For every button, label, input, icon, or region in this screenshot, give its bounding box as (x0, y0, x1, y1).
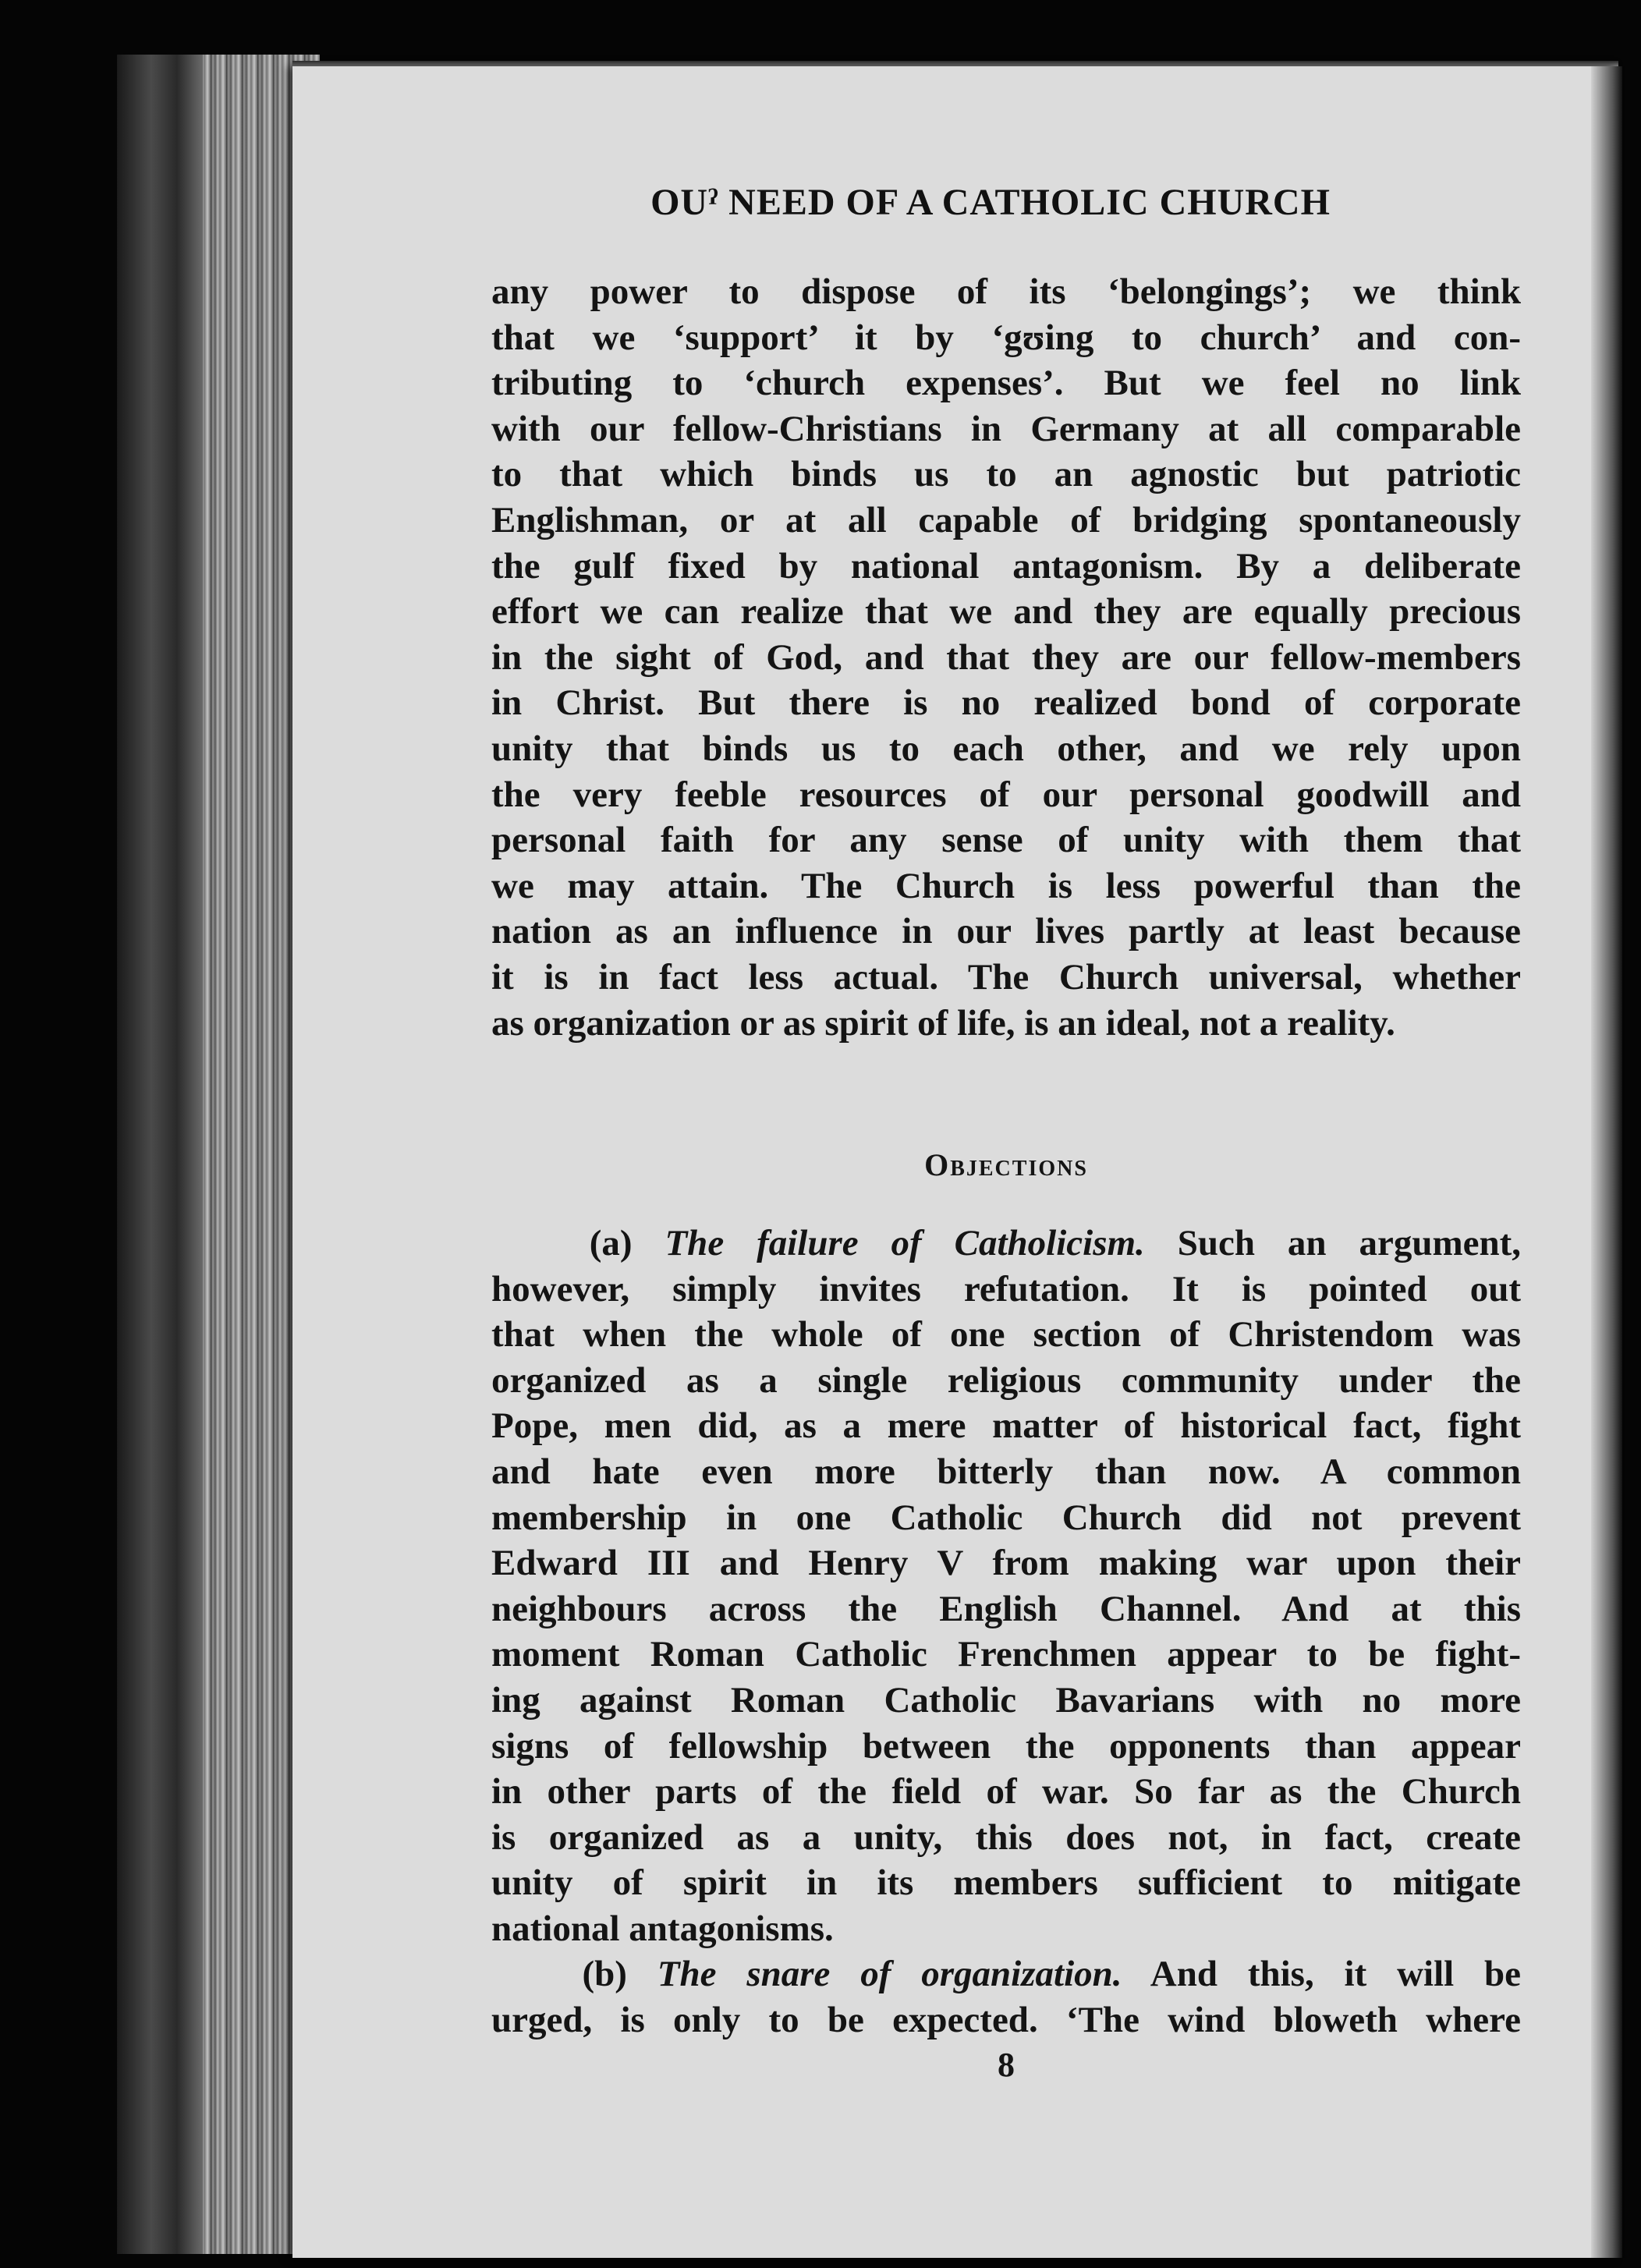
text-line: national antagonisms. (491, 1908, 834, 1949)
text-line: in Christ. But there is no realized bond of corporate (491, 682, 1521, 724)
text-line: Edward III and Henry V from making war upon their (491, 1543, 1521, 1584)
text-line: the gulf fixed by national antagonism. By a deliberate (491, 545, 1521, 586)
paragraph-3 (491, 1951, 1521, 2043)
text-line: personal faith for any sense of unity with them that (491, 820, 1521, 861)
text-line: Englishman, or at all capable of bridging spontaneously (491, 499, 1521, 540)
text-line: unity that binds us to each other, and we rely upon (491, 728, 1521, 769)
text-line (491, 1221, 1521, 1267)
text-line: is organized as a unity, this does not, in fact, create (491, 1816, 1521, 1858)
book-spine-shadow (117, 55, 203, 2254)
item-label: (b) (582, 1954, 627, 1994)
paragraph-2 (491, 1221, 1521, 1952)
section-heading: Objections (924, 1147, 1088, 1182)
text-line: that when the whole of one section of Christendom was (491, 1314, 1521, 1355)
paragraph-1 (491, 269, 1521, 1046)
text-line: it is in fact less actual. The Church universal, whether (491, 956, 1521, 998)
text-line: that we ‘support’ it by ‘gʊing to church’ and con- (491, 317, 1521, 358)
item-label: (a) (589, 1223, 633, 1263)
text-line: to that which binds us to an agnostic but patriotic (491, 454, 1521, 495)
text-line: ing against Roman Catholic Bavarians with no more (491, 1679, 1521, 1720)
text-line: moment Roman Catholic Frenchmen appear to be fight- (491, 1634, 1521, 1675)
text-line: unity of spirit in its members sufficient to mitigate (491, 1862, 1521, 1904)
text-line (491, 1951, 1521, 1997)
text-line: however, simply invites refutation. It is pointed out (491, 1268, 1521, 1309)
text-line: we may attain. The Church is less powerful than the (491, 865, 1521, 906)
text-line: urged, is only to be expected. ‘The wind bloweth where (491, 1999, 1521, 2040)
text-line: tributing to ‘church expenses’. But we feel no link (491, 363, 1521, 404)
text-line: in the sight of God, and that they are our fellow-members (491, 636, 1521, 678)
text-line: signs of fellowship between the opponents than appear (491, 1725, 1521, 1767)
text-line: membership in one Catholic Church did not prevent (491, 1497, 1521, 1538)
text-line: with our fellow-Christians in Germany at all comparable (491, 408, 1521, 449)
text-line: and hate even more bitterly than now. A common (491, 1451, 1521, 1492)
italic-heading: The failure of Catholicism. (665, 1223, 1145, 1263)
text-line: neighbours across the English Channel. And at this (491, 1588, 1521, 1629)
text-line: nation as an influence in our lives partly at least because (491, 911, 1521, 952)
text-line: organized as a single religious community under the (491, 1359, 1521, 1401)
text-line: effort we can realize that we and they are equally precious (491, 591, 1521, 633)
text-line: any power to dispose of its ‘belongings’; we think (491, 271, 1521, 312)
page-number: 8 (998, 2046, 1015, 2084)
running-head: OUˀ NEED OF A CATHOLIC CHURCH (650, 182, 1331, 223)
text-fragment: And this, it will be (1150, 1954, 1522, 1994)
text-line: as organization or as spirit of life, is an ideal, not a reality. (491, 1002, 1395, 1044)
text-line: the very feeble resources of our personal goodwill and (491, 774, 1521, 815)
text-line: Pope, men did, as a mere matter of historical fact, fight (491, 1405, 1521, 1447)
text-fragment: Such an argument, (1177, 1223, 1522, 1263)
italic-heading: The snare of organization. (657, 1954, 1122, 1994)
page-right-shadow (1591, 66, 1622, 2258)
text-line: in other parts of the field of war. So far as the Church (491, 1771, 1521, 1813)
